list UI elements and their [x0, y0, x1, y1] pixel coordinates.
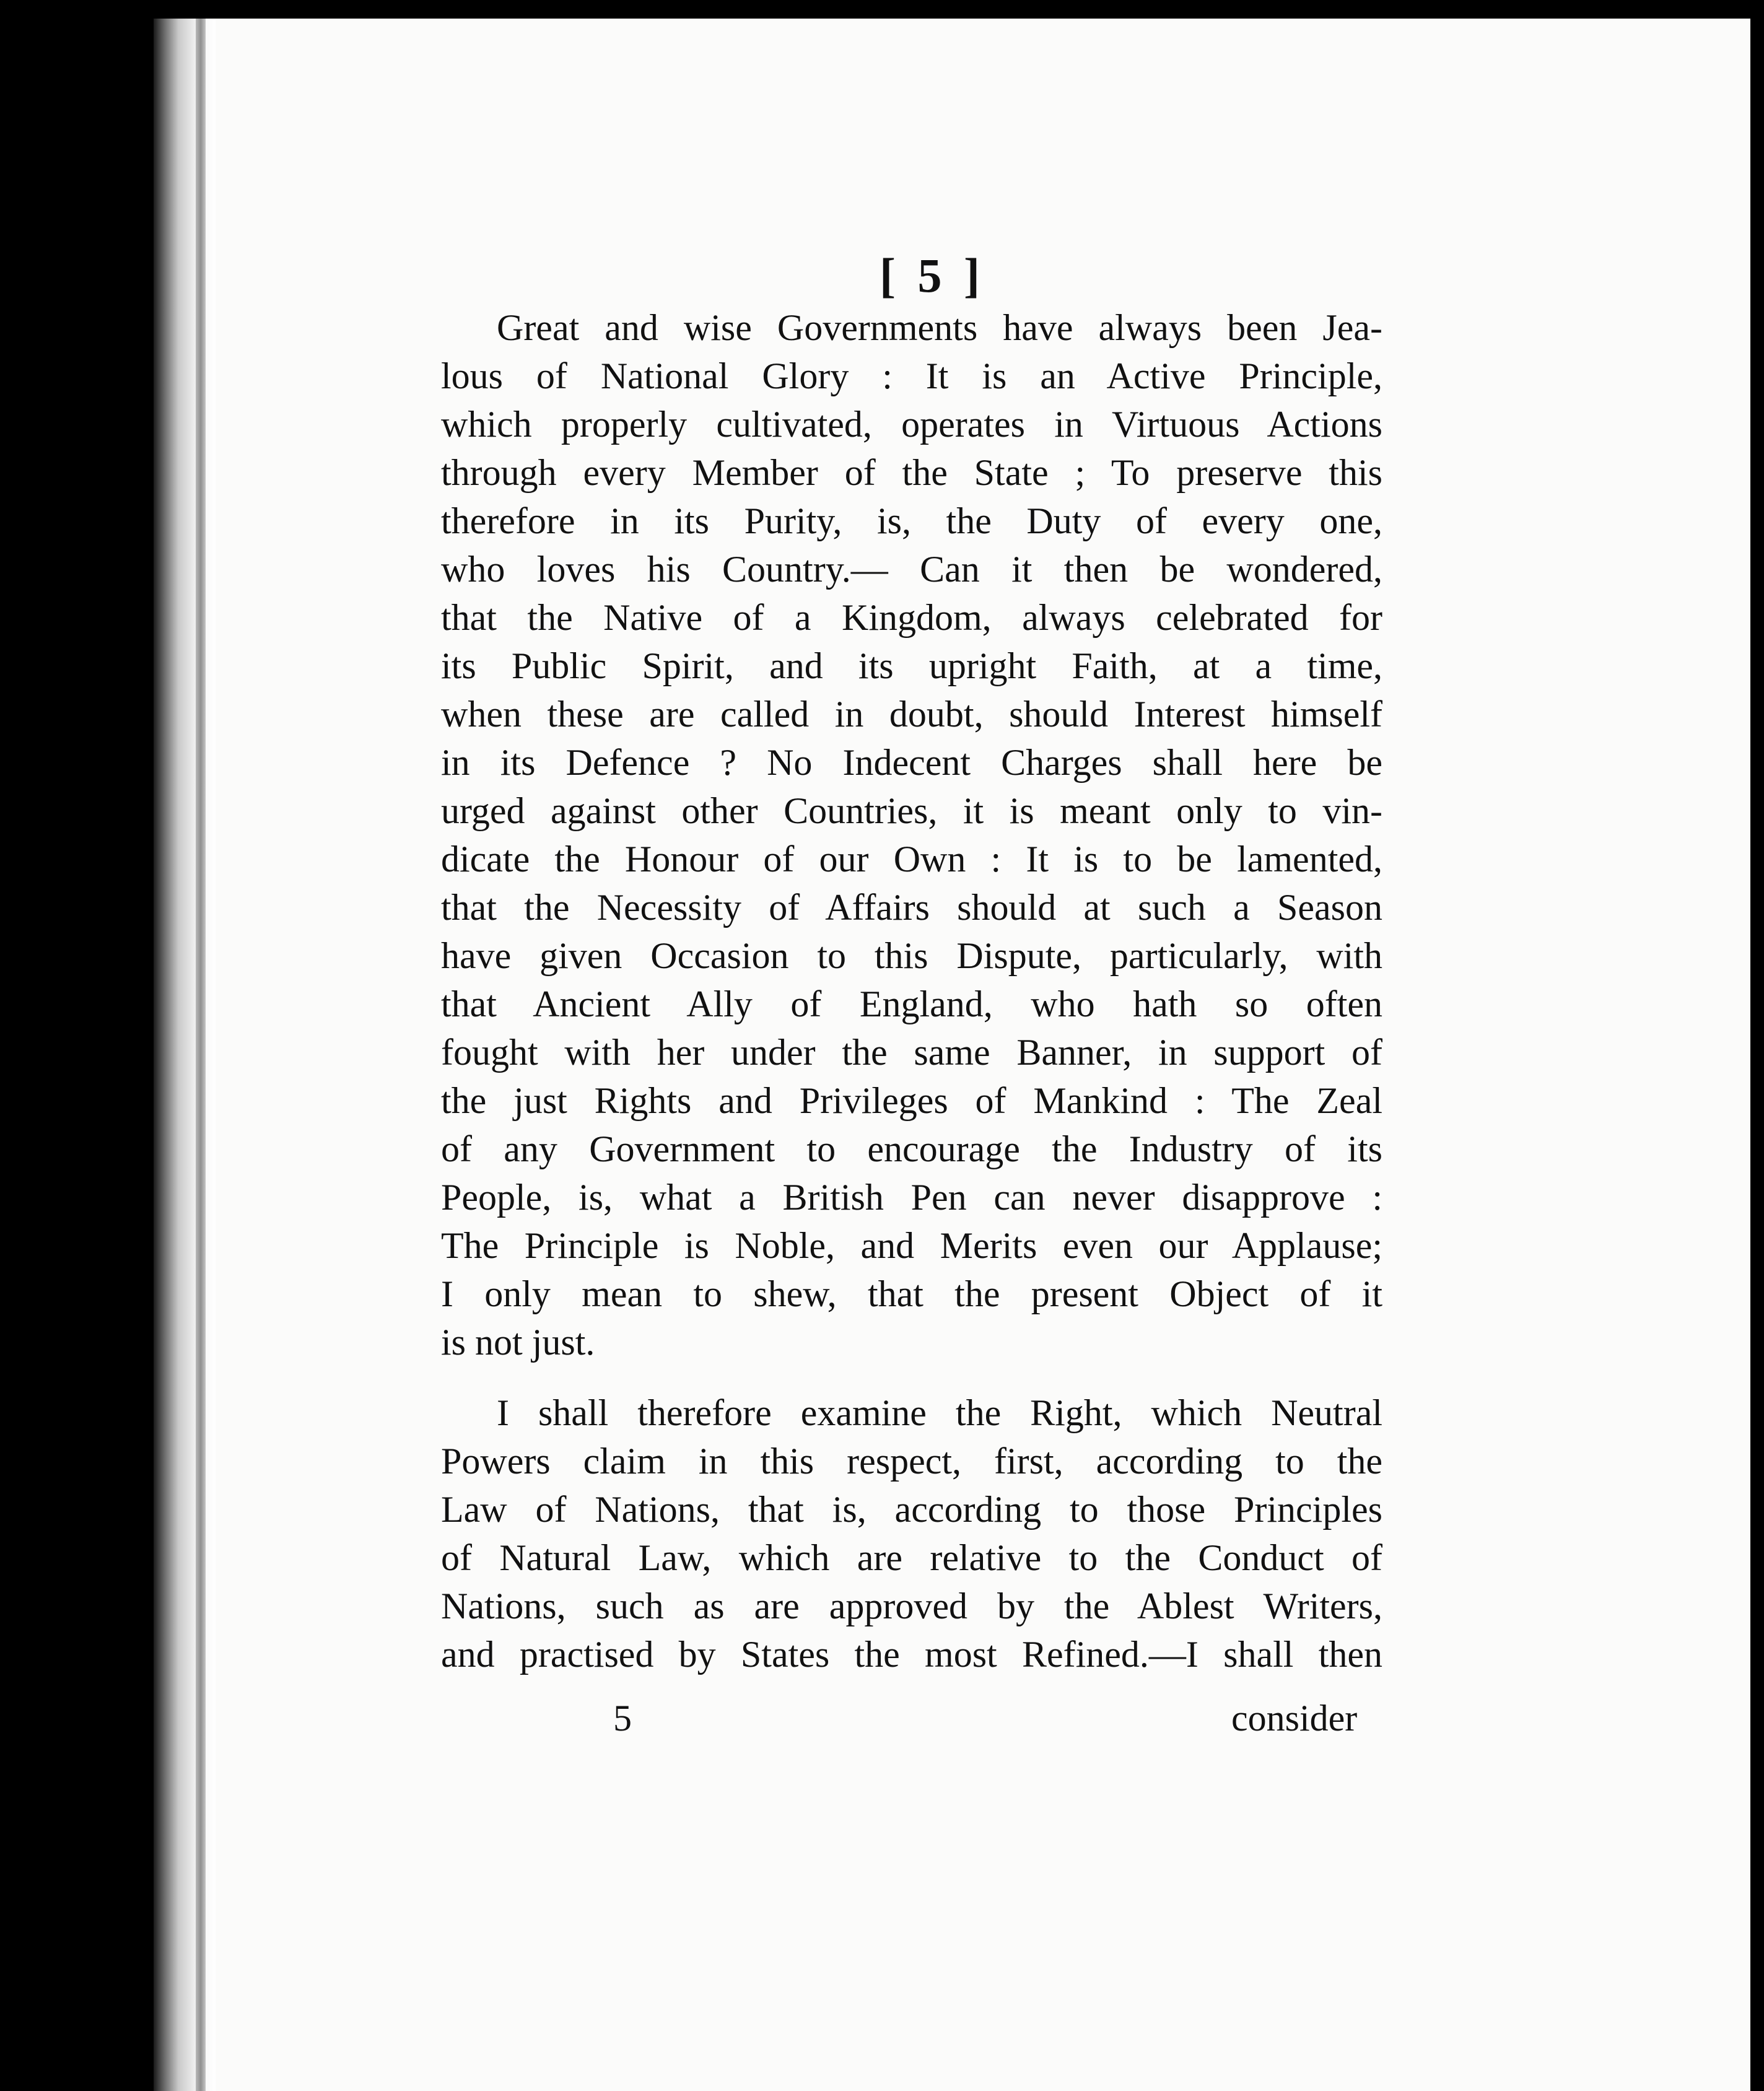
text-line: of any Government to encourage the Industry of its [441, 1128, 1382, 1169]
text-line: lous of National Glory : It is an Active Principle, [441, 356, 1382, 396]
text-line: I shall therefore examine the Right, which Neutral [497, 1392, 1382, 1433]
signature-mark: 5 [613, 1698, 632, 1739]
text-line: and practised by States the most Refined.—I shall then [441, 1634, 1382, 1675]
scan-border-top [0, 0, 1764, 19]
text-line: Great and wise Governments have always been Jea- [497, 307, 1382, 348]
paragraph-spacer [441, 1366, 1382, 1389]
book-gutter [154, 19, 216, 2091]
text-line: who loves his Country.— Can it then be wondered, [441, 549, 1382, 590]
text-line: therefore in its Purity, is, the Duty of every one, [441, 500, 1382, 541]
catchword: consider [1231, 1698, 1358, 1739]
text-line: The Principle is Noble, and Merits even our Applause; [441, 1225, 1382, 1266]
text-line: that the Native of a Kingdom, always celebrated for [441, 597, 1382, 638]
text-line: Law of Nations, that is, according to those Principles [441, 1489, 1382, 1530]
text-line: which properly cultivated, operates in Virtuous Actions [441, 404, 1382, 445]
text-line: is not just. [441, 1322, 595, 1363]
text-line: urged against other Countries, it is meant only to vin- [441, 790, 1382, 831]
text-line: in its Defence ? No Indecent Charges shall here be [441, 742, 1382, 783]
text-line: its Public Spirit, and its upright Faith, at a time, [441, 645, 1382, 686]
page-number-header: [ 5 ] [880, 248, 985, 302]
text-line: that Ancient Ally of England, who hath so often [441, 984, 1382, 1024]
scan-border-right [1750, 0, 1764, 2091]
paragraph-1 [441, 303, 1382, 1366]
text-line: of Natural Law, which are relative to the Conduct of [441, 1537, 1382, 1578]
body-text [441, 303, 1382, 1678]
text-line: Powers claim in this respect, first, according to the [441, 1441, 1382, 1482]
binding-shadow [196, 19, 206, 2091]
paragraph-2 [441, 1389, 1382, 1678]
text-line: the just Rights and Privileges of Mankind : The Zeal [441, 1080, 1382, 1121]
text-line: through every Member of the State ; To preserve this [441, 452, 1382, 493]
text-line: have given Occasion to this Dispute, particularly, with [441, 935, 1382, 976]
text-line: fought with her under the same Banner, in support of [441, 1032, 1382, 1073]
text-line: People, is, what a British Pen can never disapprove : [441, 1177, 1382, 1218]
text-line: when these are called in doubt, should Interest himself [441, 694, 1382, 735]
text-line: dicate the Honour of our Own : It is to be lamented, [441, 839, 1382, 880]
text-line: I only mean to shew, that the present Object of it [441, 1273, 1382, 1314]
scan-border-left [0, 0, 154, 2091]
text-line: that the Necessity of Affairs should at such a Season [441, 887, 1382, 928]
text-line: Nations, such as are approved by the Ablest Writers, [441, 1586, 1382, 1626]
